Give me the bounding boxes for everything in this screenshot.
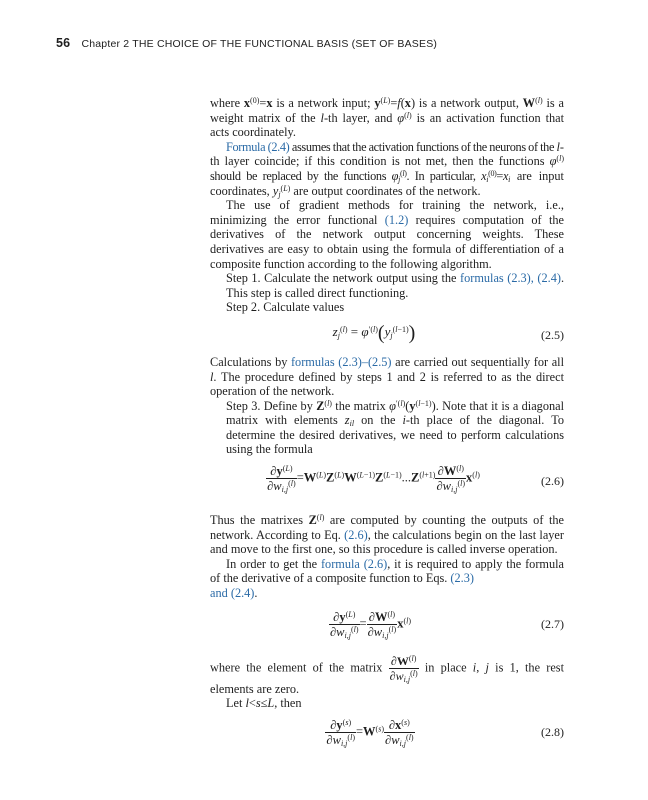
page-number: 56 (56, 36, 71, 50)
paragraph-4: Calculations by formulas (2.3)–(2.5) are carried out sequentially for all l. The procedure defined by steps 1 and 2 is referred to as the direct operation of the network. (210, 354, 564, 399)
paragraph-6: In order to get the formula (2.6), it is required to apply the formula of the derivative of a composite function to Eqs. (2.3) and (2.4). (210, 556, 565, 601)
formulas-2-3-2-5-link[interactable]: formulas (2.3)–(2.5) (290, 354, 392, 369)
equation-2-5: $z_j^{(l)} = \varphi^{'(l)}(y_j^{(l-1)})$ (2.5) (332, 321, 564, 344)
running-header (56, 36, 437, 50)
step-1: Step 1. Calculate the network output using the formulas (2.3), (2.4). This step is called direct functioning. (226, 271, 565, 300)
eq-number-2-8: (2.8) (541, 724, 564, 739)
ref-2-3-link[interactable]: (2.3) (450, 571, 474, 586)
ref-2-4b-link[interactable]: (2.4) (230, 586, 255, 601)
step-3: Step 3. Define by $Z^{(l)}$ the matrix $\varphi^{'(l)}(y^{(l-1)})$. Note that it is a diagonal matrix with elements $z_{il}$ on the i-th place of the diagonal. To determine the desired derivatives, we need to perform calculations using the formula (226, 398, 564, 457)
equation-2-7: $\frac{\partial y^{(L)}}{\partial w_{i,j}^{(l)}}$ = $\frac{\partial W^{(l)}}{\partial w_{i,j}^{(l)}}$ $x^{(l)}$ (2.7) (329, 609, 564, 640)
eq-number-2-7: (2.7) (541, 616, 564, 631)
equation-2-8: $\frac{\partial y^{(s)}}{\partial w_{i,j}^{(l)}}$ $=W^{(s)}$ $\frac{\partial x^{(s)}}{\partial w_{i,j}^{(l)}}$ (2.8) (326, 717, 564, 748)
ref-2-6-link[interactable]: (2.6) (344, 527, 368, 542)
paragraph-3: The use of gradient methods for training the network, i.e., minimizing the error functional (1.2) requires computation of the derivatives of the network output concerning weights. These derivatives are easy to obtain using the formula of differentiation of a composite function according to the following algorithm. (210, 198, 564, 271)
page-body (210, 96, 564, 763)
paragraph-1: where $x^{(0)}=x$ is a network input; $y^{(L)}=f(x)$ is a network output, $W^{(l)}$ is a weight matrix of the l-th layer, and $\varphi^{(l)}$ is an activation function that acts coordinately. (210, 96, 565, 140)
equation-2-6: $\frac{\partial y^{(L)}}{\partial w_{i,j}^{(l)}}$ $=W^{(L)}Z^{(L)}W^{(L-1)}Z^{(L-1)}...Z^{(l+1)}$ $\frac{\partial W^{(l)}}{\partial w_{i,j}^{(l)}}$ $x^{(l)}$ (2.6) (267, 464, 564, 495)
paragraph-8: Let l<s≤L, then (226, 696, 302, 711)
formula-2-4-link[interactable]: Formula (2.4) (226, 139, 290, 154)
running-title: Chapter 2 THE CHOICE OF THE FUNCTIONAL BASIS (SET OF BASES) (81, 38, 438, 50)
paragraph-2: Formula (2.4) assumes that the activation functions of the neurons of the l-th layer coincide; if this condition is not met, then the functions $\varphi^{(l)}$ should be replaced by the functions $\varphi_j^{(l)}$. In particular, $x_i^{(0)}=x_i$ are input coordinates, $y_j^{(L)}$ are output coordinates of the network. (210, 139, 564, 199)
eq-number-2-5: (2.5) (541, 327, 564, 342)
paragraph-5: Thus the matrixes $Z^{(l)}$ are computed by counting the outputs of the network. According to Eq. (2.6), the calculations begin on the last layer and move to the first one, so this procedure is called inverse operation. (210, 513, 564, 557)
formula-2-6-link[interactable]: formula (2.6) (320, 556, 388, 571)
paragraph-7: where the element of the matrix $\frac{\partial W^{(l)}}{\partial w_{i,j}^{(l)}}$ in place i, j is 1, the rest elements are zero. (210, 653, 564, 696)
eq-number-2-6: (2.6) (541, 474, 564, 489)
and-link: and (210, 586, 228, 601)
ref-1-2-link[interactable]: (1.2) (384, 212, 409, 227)
step-2: Step 2. Calculate values (226, 300, 345, 315)
ref-2-4-link[interactable]: (2.4) (537, 271, 561, 286)
formulas-2-3-link[interactable]: formulas (2.3), (460, 271, 534, 286)
